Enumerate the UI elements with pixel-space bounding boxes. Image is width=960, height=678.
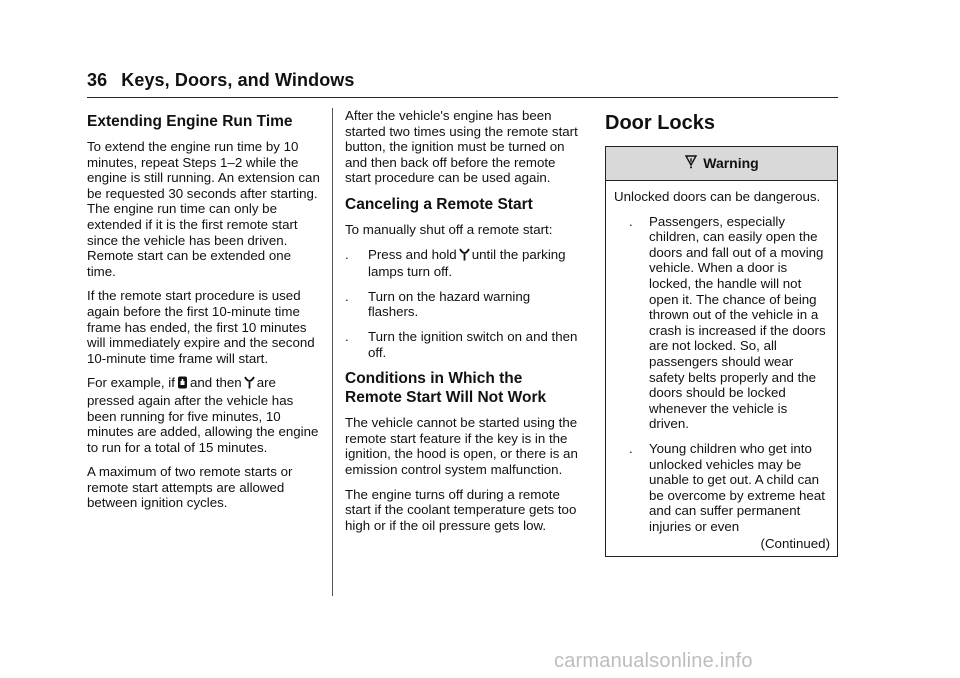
text-fragment: are pressed again after the vehicle has been running for five minutes, 10 minutes are added, allowing the engine to run for a total of 15 minutes.: [87, 375, 319, 455]
lock-icon: [177, 376, 188, 393]
paragraph: After the vehicle's engine has been started two times using the remote start button, the ignition must be turned on and then back off before the remote start procedure can be used again.: [345, 108, 578, 186]
text-fragment: and then: [189, 375, 242, 391]
paragraph: If the remote start procedure is used again before the first 10-minute time frame has ended, the first 10 minutes will immediately expire and the second 10-minute time frame will start.: [87, 288, 315, 366]
column-2: [345, 108, 583, 542]
paragraph: The engine turns off during a remote start if the coolant temperature gets too high or if the oil pressure gets low.: [345, 486, 577, 533]
list-item: [614, 441, 830, 535]
list-item: [345, 247, 583, 280]
page-number: 36: [87, 70, 108, 90]
bullet-dot: .: [629, 213, 633, 229]
list-item-text: Turn the ignition switch on and then off.: [368, 328, 578, 360]
paragraph: To manually shut off a remote start:: [345, 221, 553, 237]
warning-triangle-icon: [684, 155, 698, 173]
remote-start-icon: [459, 248, 470, 265]
warning-header: [606, 147, 837, 181]
paragraph: The vehicle cannot be started using the remote start feature if the key is in the ignition, the hood is open, or there is an emission control system malfunction.: [345, 415, 578, 477]
header-title: [87, 70, 837, 91]
warning-intro: Unlocked doors can be dangerous.: [614, 189, 821, 204]
column-1: [87, 108, 323, 520]
text-fragment: Press and hold: [368, 246, 457, 262]
remote-start-icon: [244, 376, 255, 393]
bullet-dot: .: [345, 328, 349, 344]
list-item: [614, 214, 830, 432]
watermark: carmanualsonline.info: [554, 650, 753, 672]
section-heading-extending: Extending Engine Run Time: [87, 113, 293, 130]
text-fragment: until the parking lamps turn off.: [368, 246, 566, 280]
list-item-text: Passengers, especially children, can easily open the doors and fall out of a moving vehicle. When a door is locked, the handle will not open it. The chance of being thrown out of the vehicle in a crash is increased if the doors are not locked. So, all passengers should wear safety belts properly and the doors should be locked whenever the vehicle is driven.: [649, 213, 826, 432]
bullet-dot: .: [345, 288, 349, 304]
continued-label: (Continued): [760, 536, 830, 552]
warning-body: [606, 181, 837, 556]
bullet-dot: .: [345, 246, 349, 262]
section-heading-door-locks: Door Locks: [605, 112, 716, 134]
warning-title: Warning: [703, 154, 759, 171]
list-item: [345, 289, 583, 320]
column-3: [605, 108, 838, 557]
header-rule: [87, 97, 838, 98]
list-item-text: Young children who get into unlocked vehicles may be unable to get out. A child can be overcome by extreme heat and can suffer permanent injuries or even: [649, 440, 825, 534]
section-heading-conditions: Conditions in Which the Remote Start Will Not Work: [345, 370, 547, 407]
list-item: [345, 329, 583, 360]
paragraph: To extend the engine run time by 10 minutes, repeat Steps 1–2 while the engine is still running. An extension can be requested 30 seconds after starting. The engine run time can only be extended if it is the first remote start since the vehicle has been driven. Remote start can be extended one time.: [87, 139, 320, 279]
list-item-text: Turn on the hazard warning flashers.: [368, 288, 531, 320]
text-fragment: For example, if: [87, 375, 175, 391]
warning-box: [605, 146, 838, 557]
paragraph-example: [87, 375, 323, 455]
column-divider-left: [332, 108, 333, 596]
chapter-title: Keys, Doors, and Windows: [121, 70, 355, 90]
bullet-dot: .: [629, 440, 633, 456]
page-header: [87, 70, 837, 91]
paragraph: A maximum of two remote starts or remote start attempts are allowed between ignition cycles.: [87, 464, 293, 511]
section-heading-canceling: Canceling a Remote Start: [345, 195, 533, 213]
